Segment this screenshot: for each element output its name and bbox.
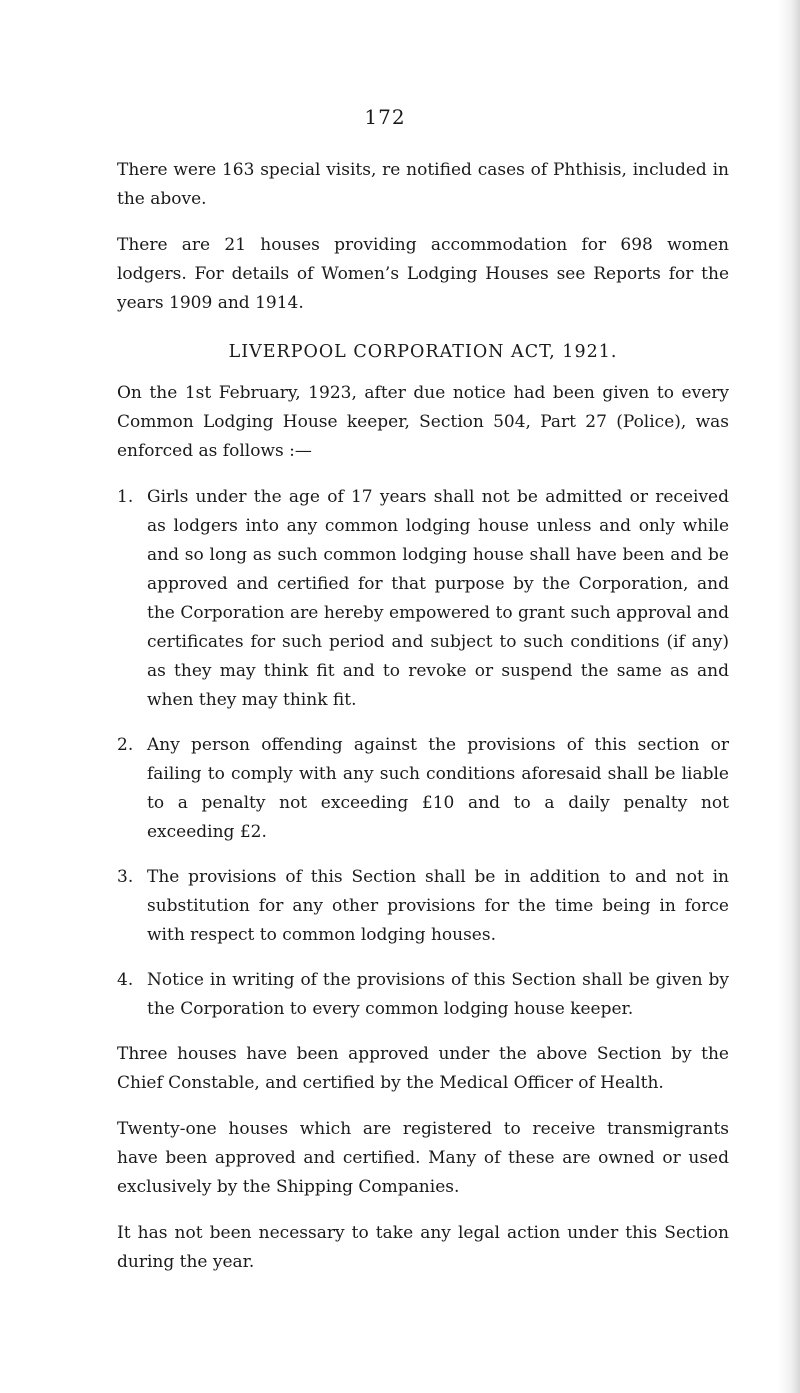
list-item-number: 1. [117, 487, 134, 507]
list-item-number: 2. [117, 735, 134, 755]
paragraph-womens-lodging: There are 21 houses providing accommodation for 698 women lodgers. For details of Women’s Lodging Houses see Reports for the years 1909 and 1914. [117, 235, 729, 313]
list-item-text: The provisions of this Section shall be in addition to and not in substitution for any other provisions for the time being in force with respect to common lodging houses. [147, 867, 729, 945]
page-number: 172 [364, 105, 406, 129]
list-item-text: Notice in writing of the provisions of this Section shall be given by the Corporation to every common lodging house keeper. [147, 970, 729, 1019]
paragraph-legal-action: It has not been necessary to take any legal action under this Section during the year. [117, 1223, 729, 1272]
paragraph-transmigrants: Twenty-one houses which are registered to receive transmigrants have been approved and certified. Many of these are owned or used exclusively by the Shipping Companies. [117, 1119, 729, 1197]
list-item-text: Girls under the age of 17 years shall not be admitted or received as lodgers into any common lodging house unless and only while and so long as such common lodging house shall have been and be approved and certified for that purpose by the Corporation, and the Corporation are hereby empowered to grant such approval and certificates for such period and subject to such conditions (if any) as they may think fit and to revoke or suspend the same as and when they may think fit. [147, 487, 729, 710]
paragraph-intro: On the 1st February, 1923, after due notice had been given to every Common Lodging House keeper, Section 504, Part 27 (Police), was enforced as follows :— [117, 383, 729, 461]
document-body [117, 156, 729, 1294]
list-item [117, 966, 729, 1024]
list-item [117, 863, 729, 950]
list-item-text: Any person offending against the provisions of this section or failing to comply with any such conditions aforesaid shall be liable to a penalty not exceeding £10 and to a daily penalty not exceeding £2. [147, 735, 729, 842]
list-item-number: 3. [117, 867, 134, 887]
paragraph-approved-houses: Three houses have been approved under the above Section by the Chief Constable, and certified by the Medical Officer of Health. [117, 1044, 729, 1093]
list-item [117, 731, 729, 847]
section-heading: LIVERPOOL CORPORATION ACT, 1921. [228, 342, 618, 362]
page-edge-shadow [778, 0, 800, 1393]
paragraph-phthisis-visits: There were 163 special visits, re notified cases of Phthisis, included in the above. [117, 160, 729, 209]
list-item [117, 483, 729, 715]
list-item-number: 4. [117, 970, 134, 990]
